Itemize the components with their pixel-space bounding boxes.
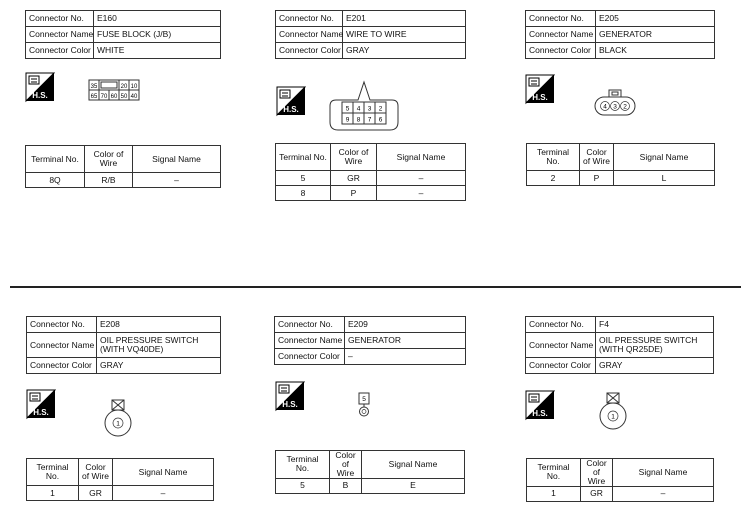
connector-no-label: Connector No. [26, 11, 94, 27]
hs-label: H.S. [33, 408, 49, 417]
pin-label: 2 [378, 105, 383, 113]
connector-color-value: GRAY [596, 358, 714, 374]
terminal-cell: 5 [276, 171, 331, 186]
pin-label: 4 [603, 103, 607, 111]
signal-name-header: Signal Name [614, 144, 715, 171]
connector-face-icon [102, 399, 134, 439]
hs-icon [276, 86, 306, 124]
terminal-no-header: Terminal No. [276, 144, 331, 171]
table-row [276, 186, 466, 201]
connector-info-table [275, 10, 466, 59]
connector-no-value: E201 [343, 11, 466, 27]
terminal-table [275, 143, 466, 201]
table-row [276, 478, 465, 493]
pin-label: 70 [100, 94, 108, 100]
wire-cell: R/B [85, 173, 133, 188]
hs-label: H.S. [282, 400, 298, 409]
wire-cell: GR [331, 171, 377, 186]
signal-name-header: Signal Name [377, 144, 466, 171]
section-divider [10, 286, 741, 288]
hs-icon [25, 72, 55, 110]
connector-no-value: E208 [97, 317, 221, 333]
terminal-table [275, 450, 465, 494]
connector-face-icon [592, 88, 638, 118]
terminal-no-header: Terminal No. [26, 146, 85, 173]
connector-info-table [274, 316, 466, 365]
connector-no-value: F4 [596, 317, 714, 333]
table-row [26, 173, 221, 188]
connector-color-value: GRAY [97, 358, 221, 374]
signal-name-header: Signal Name [362, 451, 465, 479]
connector-no-label: Connector No. [526, 317, 596, 333]
connector-face-icon [88, 79, 140, 101]
signal-cell: – [133, 173, 221, 188]
connector-name-label: Connector Name [526, 27, 596, 43]
pin-label: 4 [356, 105, 361, 113]
connector-no-label: Connector No. [27, 317, 97, 333]
connector-no-value: E205 [596, 11, 715, 27]
connector-color-value: GRAY [343, 43, 466, 59]
terminal-table [526, 458, 714, 502]
connector-name-label: Connector Name [26, 27, 94, 43]
pin-label: 1 [611, 413, 615, 421]
connector-color-label: Connector Color [526, 43, 596, 59]
pin-label: 3 [613, 103, 617, 111]
connector-no-value: E209 [345, 317, 466, 333]
table-row [527, 171, 715, 186]
pin-label: 60 [110, 94, 118, 100]
terminal-cell: 2 [527, 171, 580, 186]
terminal-no-header: Terminal No. [276, 451, 330, 479]
connector-name-value: FUSE BLOCK (J/B) [94, 27, 221, 43]
table-row [527, 486, 714, 501]
pin-label: 2 [623, 103, 627, 111]
signal-cell: – [377, 171, 466, 186]
connector-face-icon [356, 392, 372, 418]
connector-name-value: GENERATOR [345, 333, 466, 349]
connector-no-value: E160 [94, 11, 221, 27]
signal-name-header: Signal Name [133, 146, 221, 173]
pin-label: 5 [362, 396, 366, 403]
signal-cell: – [613, 486, 714, 501]
terminal-no-header: Terminal No. [527, 144, 580, 171]
connector-name-label: Connector Name [275, 333, 345, 349]
connector-face-icon [328, 78, 400, 134]
pin-label: 5 [345, 105, 350, 113]
wire-cell: P [331, 186, 377, 201]
color-of-wire-header: Color of Wire [580, 144, 614, 171]
pin-label: 6 [378, 116, 383, 124]
terminal-table [26, 458, 214, 501]
wire-cell: B [330, 478, 362, 493]
hs-label: H.S. [283, 105, 299, 114]
connector-info-table [525, 10, 715, 59]
signal-cell: L [614, 171, 715, 186]
connector-color-value: BLACK [596, 43, 715, 59]
connector-color-value: – [345, 349, 466, 365]
terminal-cell: 5 [276, 478, 330, 493]
connector-no-label: Connector No. [276, 11, 343, 27]
connector-name-value: GENERATOR [596, 27, 715, 43]
signal-cell: – [377, 186, 466, 201]
pin-label: 9 [345, 116, 350, 124]
terminal-cell: 8 [276, 186, 331, 201]
hs-label: H.S. [532, 409, 548, 418]
connector-name-label: Connector Name [526, 333, 596, 358]
pin-label: 50 [120, 94, 128, 100]
signal-cell: E [362, 478, 465, 493]
pin-label: 65 [90, 94, 98, 100]
pin-label: 3 [367, 105, 372, 113]
color-of-wire-header: Color of Wire [331, 144, 377, 171]
table-row [276, 171, 466, 186]
signal-cell: – [113, 486, 214, 501]
connector-color-label: Connector Color [526, 358, 596, 374]
signal-name-header: Signal Name [113, 459, 214, 486]
hs-icon [525, 390, 555, 428]
terminal-no-header: Terminal No. [27, 459, 79, 486]
wire-cell: GR [79, 486, 113, 501]
pin-label: 1 [116, 420, 120, 428]
connector-color-label: Connector Color [26, 43, 94, 59]
terminal-table [25, 145, 221, 188]
connector-info-table [26, 316, 221, 374]
pin-label: 35 [90, 84, 98, 90]
hs-icon [26, 389, 56, 427]
connector-color-label: Connector Color [276, 43, 343, 59]
connector-name-value: OIL PRESSURE SWITCH (WITH VQ40DE) [97, 333, 221, 358]
connector-name-label: Connector Name [27, 333, 97, 358]
color-of-wire-header: Color of Wire [581, 459, 613, 487]
pin-label: 8 [356, 116, 361, 124]
connector-face-icon [597, 392, 629, 432]
connector-no-label: Connector No. [526, 11, 596, 27]
connector-no-label: Connector No. [275, 317, 345, 333]
wire-cell: GR [581, 486, 613, 501]
pin-label: 10 [130, 84, 138, 90]
connector-name-label: Connector Name [276, 27, 343, 43]
terminal-table [526, 143, 715, 186]
color-of-wire-header: Color of Wire [85, 146, 133, 173]
table-row [27, 486, 214, 501]
pin-label: 7 [367, 116, 372, 124]
connector-color-value: WHITE [94, 43, 221, 59]
hs-label: H.S. [32, 91, 48, 100]
connector-info-table [525, 316, 714, 374]
color-of-wire-header: Color of Wire [79, 459, 113, 486]
signal-name-header: Signal Name [613, 459, 714, 487]
connector-name-value: OIL PRESSURE SWITCH (WITH QR25DE) [596, 333, 714, 358]
pin-label: 40 [130, 94, 138, 100]
terminal-cell: 8Q [26, 173, 85, 188]
terminal-cell: 1 [27, 486, 79, 501]
connector-color-label: Connector Color [27, 358, 97, 374]
connector-info-table [25, 10, 221, 59]
pin-label: 20 [120, 84, 128, 90]
hs-label: H.S. [532, 93, 548, 102]
connector-color-label: Connector Color [275, 349, 345, 365]
wire-cell: P [580, 171, 614, 186]
hs-icon [525, 74, 555, 112]
terminal-no-header: Terminal No. [527, 459, 581, 487]
terminal-cell: 1 [527, 486, 581, 501]
connector-name-value: WIRE TO WIRE [343, 27, 466, 43]
hs-icon [275, 381, 305, 419]
color-of-wire-header: Color of Wire [330, 451, 362, 479]
